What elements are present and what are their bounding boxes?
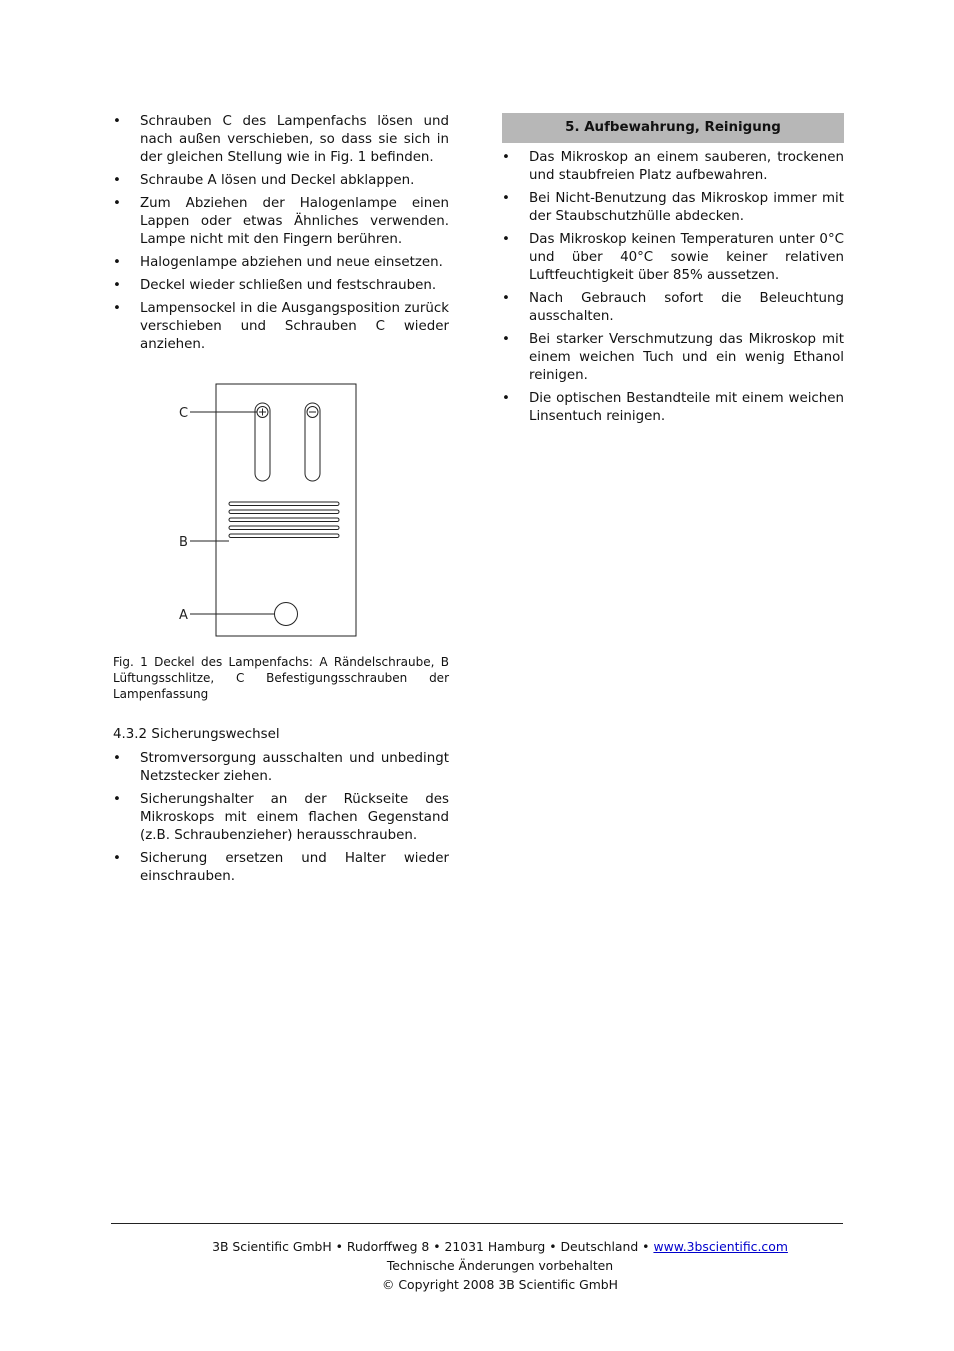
list-item (502, 390, 844, 426)
vent-slot (229, 502, 339, 506)
bullet-icon: • (113, 114, 121, 129)
list-item-text: Sicherungshalter an der Rückseite des Mikroskops mit einem flachen Gegenstand (z.B. Schraubenzieher) herausschrauben. (140, 792, 449, 843)
list-item-text: Sicherung ersetzen und Halter wieder einschrauben. (140, 851, 449, 884)
list-item-text: Das Mikroskop an einem sauberen, trockenen und staubfreien Platz aufbewahren. (529, 150, 844, 183)
vent-slot (229, 518, 339, 522)
lamp-replacement-list (113, 113, 449, 354)
bullet-icon: • (502, 291, 510, 306)
list-item (502, 190, 844, 226)
list-item-text: Das Mikroskop keinen Temperaturen unter 0°C und über 40°C sowie keiner relativen Luftfeuchtigkeit über 85% aussetzen. (529, 232, 844, 283)
list-item (113, 113, 449, 167)
bullet-icon: • (113, 278, 121, 293)
knurled-screw-icon (275, 603, 298, 626)
footer-notice: Technische Änderungen vorbehalten (386, 1258, 614, 1273)
vent-slot (229, 526, 339, 530)
bullet-icon: • (502, 332, 510, 347)
list-item-text: Stromversorgung ausschalten und unbedingt Netzstecker ziehen. (140, 751, 449, 784)
list-item-text: Bei Nicht-Benutzung das Mikroskop immer mit der Staubschutzhülle abdecken. (529, 191, 844, 224)
bullet-icon: • (502, 232, 510, 247)
list-item-text: Schrauben C des Lampenfachs lösen und nach außen verschieben, so dass sie sich in der gleichen Stellung wie in Fig. 1 befinden. (140, 114, 449, 165)
list-item (113, 172, 449, 190)
list-item (113, 300, 449, 354)
fuse-replacement-list (113, 750, 449, 886)
bullet-icon: • (113, 255, 121, 270)
footer-address-line (111, 1237, 889, 1256)
list-item-text: Bei starker Verschmutzung das Mikroskop mit einem weichen Tuch und ein wenig Ethanol reinigen. (529, 332, 844, 383)
list-item-text: Halogenlampe abziehen und neue einsetzen. (140, 255, 443, 270)
bullet-icon: • (113, 196, 121, 211)
list-item-text: Schraube A lösen und Deckel abklappen. (140, 173, 415, 188)
list-item-text: Lampensockel in die Ausgangsposition zurück verschieben und Schrauben C wieder anziehen. (140, 301, 449, 352)
list-item-text: Deckel wieder schließen und festschrauben. (140, 278, 437, 293)
footer-copyright: © Copyright 2008 3B Scientific GmbH (382, 1277, 618, 1292)
list-item (113, 195, 449, 249)
label-c: C (179, 406, 189, 421)
vent-slot (229, 534, 339, 538)
figure-caption: Fig. 1 Deckel des Lampenfachs: A Rändelschraube, B Lüftungsschlitze, C Befestigungsschrauben der Lampenfassung (113, 655, 449, 701)
list-item (502, 331, 844, 385)
section-heading: 5. Aufbewahrung, Reinigung (502, 113, 844, 143)
website-link[interactable]: www.3bscientific.com (653, 1239, 788, 1254)
left-column (113, 113, 449, 891)
list-item (502, 290, 844, 326)
lamp-cover-figure (113, 383, 449, 648)
list-item (113, 254, 449, 272)
bullet-icon: • (113, 851, 121, 866)
right-column (502, 113, 844, 431)
lamp-cover-diagram (113, 383, 449, 648)
storage-cleaning-list (502, 149, 844, 426)
label-a: A (179, 608, 188, 623)
footer (111, 1237, 889, 1294)
vent-slot (229, 510, 339, 514)
list-item (113, 277, 449, 295)
list-item-text: Nach Gebrauch sofort die Beleuchtung ausschalten. (529, 291, 844, 324)
list-item-text: Zum Abziehen der Halogenlampe einen Lappen oder etwas Ähnliches verwenden. Lampe nicht mit den Fingern berühren. (140, 196, 449, 247)
footer-divider (111, 1223, 843, 1224)
bullet-icon: • (113, 301, 121, 316)
label-b: B (179, 535, 188, 550)
list-item (502, 231, 844, 285)
bullet-icon: • (113, 792, 121, 807)
subsection-heading: 4.3.2 Sicherungswechsel (113, 727, 280, 742)
list-item (113, 791, 449, 845)
bullet-icon: • (113, 173, 121, 188)
list-item (113, 850, 449, 886)
list-item-text: Die optischen Bestandteile mit einem weichen Linsentuch reinigen. (529, 391, 844, 424)
bullet-icon: • (113, 751, 121, 766)
list-item (113, 750, 449, 786)
list-item (502, 149, 844, 185)
bullet-icon: • (502, 391, 510, 406)
footer-address: 3B Scientific GmbH • Rudorffweg 8 • 21031 Hamburg • Deutschland • (212, 1239, 650, 1254)
bullet-icon: • (502, 150, 510, 165)
bullet-icon: • (502, 191, 510, 206)
